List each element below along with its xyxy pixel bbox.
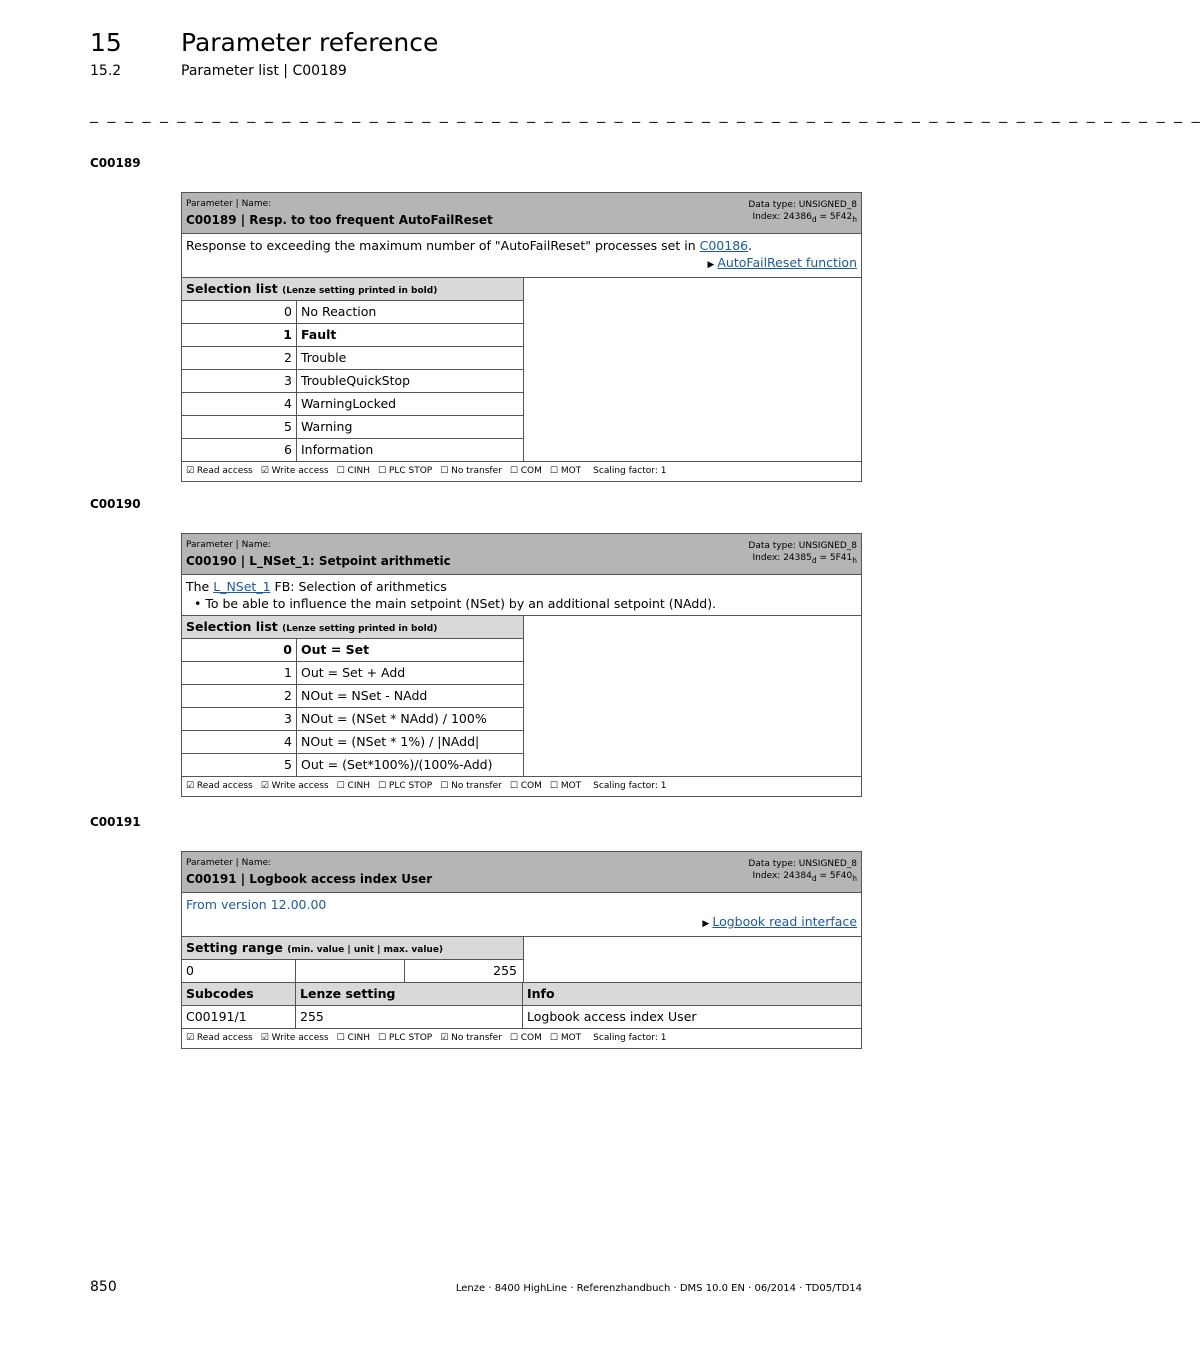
link-l-nset-1[interactable]: L_NSet_1 [213, 579, 271, 594]
list-item: 3 NOut = (NSet * NAdd) / 100% [182, 708, 523, 731]
param-header [182, 193, 861, 234]
param-heading-c00190: C00190 [90, 497, 141, 511]
param-name: C00191 | Logbook access index User [186, 872, 433, 886]
setting-range-values [182, 960, 523, 982]
link-logbook-read-interface[interactable]: Logbook read interface [712, 914, 857, 929]
list-item: 0 Out = Set [182, 639, 523, 662]
col-info: Info [527, 986, 555, 1001]
page-footer: Lenze · 8400 HighLine · Referenzhandbuch · DMS 10.0 EN · 06/2014 · TD05/TD14 [455, 1283, 862, 1294]
version-note: From version 12.00.00 [186, 897, 327, 912]
param-header [182, 852, 861, 893]
list-item: 1 Fault [182, 324, 523, 347]
data-type: Data type: UNSIGNED_8 [748, 859, 857, 869]
range-min: 0 [182, 960, 296, 982]
link-autofailreset-function[interactable]: AutoFailReset function [717, 255, 857, 270]
setting-range-header: Setting range (min. value | unit | max. value) [182, 937, 523, 960]
data-type: Data type: UNSIGNED_8 [748, 541, 857, 551]
param-heading-c00189: C00189 [90, 156, 141, 170]
list-item: 5 Out = (Set*100%)/(100%-Add) [182, 754, 523, 776]
data-type: Data type: UNSIGNED_8 [748, 200, 857, 210]
section-number: 15.2 [90, 63, 122, 79]
header-divider: _ _ _ _ _ _ _ _ _ _ _ _ _ _ _ _ _ _ _ _ _ _ _ _ _ _ _ _ _ _ _ _ _ _ _ _ _ _ _ _ _ _ _ _ _ _ _ _ _ _ _ _ _ _ _ _ _ _ _ _ _ _ _ _ [90, 104, 1202, 123]
param-table-c00190 [181, 533, 862, 797]
param-label: Parameter | Name: [186, 858, 272, 868]
description-bullet: • To be able to influence the main setpoint (NSet) by an additional setpoint (NAdd). [194, 596, 717, 611]
list-item: 2 NOut = NSet - NAdd [182, 685, 523, 708]
list-item: 2 Trouble [182, 347, 523, 370]
param-index: Index: $24384_d = 5F40_h$ [752, 871, 857, 883]
param-datatype [748, 540, 857, 567]
chapter-title: Parameter reference [181, 28, 439, 57]
selection-list-header: Selection list (Lenze setting printed in bold) [182, 278, 523, 301]
list-item: 6 Information [182, 439, 523, 461]
param-table-c00191 [181, 851, 862, 1049]
setting-range [182, 937, 861, 983]
selection-list [182, 616, 861, 777]
range-unit [296, 960, 405, 982]
col-lenze-setting: Lenze setting [296, 983, 523, 1005]
param-heading-c00191: C00191 [90, 815, 141, 829]
col-subcodes: Subcodes [182, 983, 296, 1005]
triangle-right-icon: ▶ [707, 260, 715, 270]
param-name: C00189 | Resp. to too frequent AutoFailReset [186, 213, 493, 227]
param-datatype [748, 199, 857, 226]
param-name: C00190 | L_NSet_1: Setpoint arithmetic [186, 554, 451, 568]
list-item: 4 NOut = (NSet * 1%) / |NAdd| [182, 731, 523, 754]
access-footer: ☑ Read access ☑ Write access ☐ CINH ☐ PLC STOP ☑ No transfer ☐ COM ☐ MOT Scaling factor: 1 [186, 1033, 667, 1043]
list-item: 3 TroubleQuickStop [182, 370, 523, 393]
param-description: The L_NSet_1 FB: Selection of arithmetics • To be able to influence the main setpoint (NSet) by an additional setpoint (NAdd). [182, 575, 861, 616]
param-table-c00189 [181, 192, 862, 482]
selection-list-header: Selection list (Lenze setting printed in bold) [182, 616, 523, 639]
section-title: Parameter list | C00189 [181, 63, 347, 79]
reference-link-row [186, 254, 857, 274]
list-item: 0 No Reaction [182, 301, 523, 324]
reference-link-row [186, 913, 857, 933]
param-label: Parameter | Name: [186, 199, 272, 209]
triangle-right-icon: ▶ [702, 919, 710, 929]
param-datatype [748, 858, 857, 885]
range-max: 255 [493, 963, 517, 978]
link-c00186[interactable]: C00186 [699, 238, 749, 253]
access-footer: ☑ Read access ☑ Write access ☐ CINH ☐ PLC STOP ☐ No transfer ☐ COM ☐ MOT Scaling factor: 1 [186, 466, 667, 476]
list-item: 1 Out = Set + Add [182, 662, 523, 685]
param-index: Index: $24386_d = 5F42_h$ [752, 212, 857, 224]
param-description [182, 893, 861, 937]
page-number: 850 [90, 1279, 117, 1295]
access-footer: ☑ Read access ☑ Write access ☐ CINH ☐ PLC STOP ☐ No transfer ☐ COM ☐ MOT Scaling factor: 1 [186, 781, 667, 791]
table-row: C00191/1 255 Logbook access index User [182, 1006, 861, 1029]
param-description: Response to exceeding the maximum number of "AutoFailReset" processes set in C00186. ▶ AutoFailReset function [182, 234, 861, 278]
param-index: Index: $24385_d = 5F41_h$ [752, 553, 857, 565]
list-item: 5 Warning [182, 416, 523, 439]
chapter-number: 15 [90, 28, 122, 57]
list-item: 4 WarningLocked [182, 393, 523, 416]
param-label: Parameter | Name: [186, 540, 272, 550]
subcodes-header-row [182, 983, 861, 1006]
selection-list [182, 278, 861, 462]
param-header [182, 534, 861, 575]
